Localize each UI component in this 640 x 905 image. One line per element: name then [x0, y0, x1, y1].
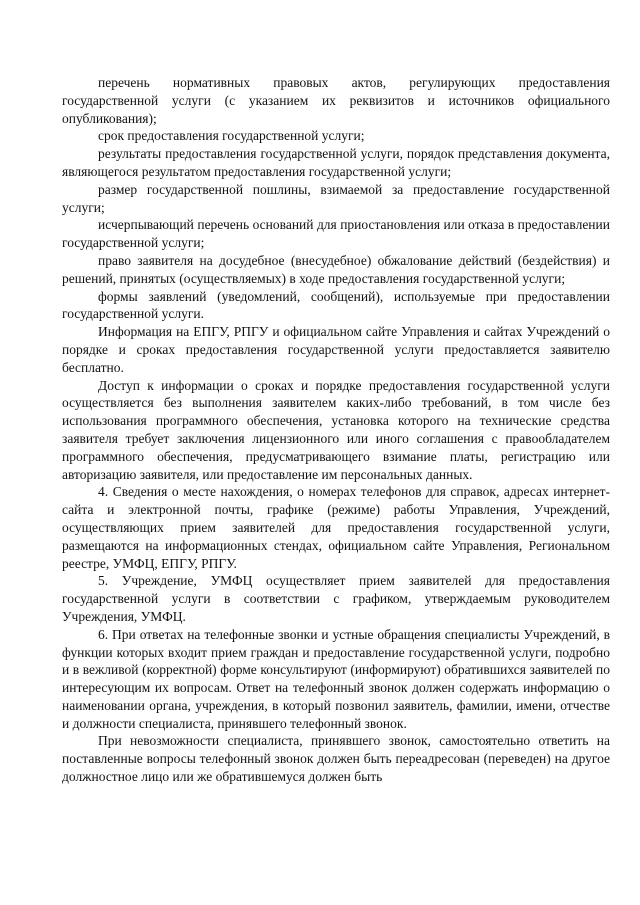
paragraph-information-access: Доступ к информации о сроках и порядке предоставления государственной услуги осуществляется без выполнения заявителем каких-либо требований, в том числе без использования программного обеспечения, установка которого на технические средства заявителя требует заключения лицензионного или иного соглашения с правообладателем программного обеспечения, предусматривающего взимание платы, регистрацию или авторизацию заявителя, или предоставление им персональных данных.	[62, 377, 610, 482]
document-page	[62, 74, 610, 786]
paragraph-call-redirect: При невозможности специалиста, принявшего звонок, самостоятельно ответить на поставленные вопросы телефонный звонок должен быть переадресован (переведен) на другое должностное лицо или же обратившемуся должен быть	[62, 733, 610, 785]
paragraph-application-forms: формы заявлений (уведомлений, сообщений), используемые при предоставлении государственной услуги.	[62, 288, 610, 322]
paragraph-section-4: 4. Сведения о месте нахождения, о номерах телефонов для справок, адресах интернет-сайта и электронной почты, графике (режиме) работы Управления, Учреждений, осуществляющих прием заявителей для предоставления государственной услуги, размещаются на информационных стендах, официальном сайте Управления, Региональном реестре, УМФЦ, ЕПГУ, РПГУ.	[62, 484, 610, 571]
paragraph-section-6: 6. При ответах на телефонные звонки и устные обращения специалисты Учреждений, в функции которых входит прием граждан и предоставление государственной услуги, подробно и в вежливой (корректной) форме консультируют (информируют) обратившихся заявителей по интересующим их вопросам. Ответ на телефонный звонок должен содержать информацию о наименовании органа, учреждения, в который позвонил заявитель, фамилии, имени, отчестве и должности специалиста, принявшего телефонный звонок.	[62, 626, 610, 731]
paragraph-appeal-right: право заявителя на досудебное (внесудебное) обжалование действий (бездействия) и решений, принятых (осуществляемых) в ходе предоставления государственной услуги;	[62, 252, 610, 286]
paragraph-free-information: Информация на ЕПГУ, РПГУ и официальном сайте Управления и сайтах Учреждений о порядке и сроках предоставления государственной услуги предоставляется заявителю бесплатно.	[62, 324, 610, 375]
paragraph-service-results: результаты предоставления государственной услуги, порядок представления документа, являющегося результатом предоставления государственной услуги;	[62, 146, 610, 179]
paragraph-service-term: срок предоставления государственной услуги;	[98, 128, 365, 144]
paragraph-legal-acts-list: перечень нормативных правовых актов, регулирующих предоставления государственной услуги (с указанием их реквизитов и источников официального опубликования);	[62, 75, 610, 126]
paragraph-state-fee: размер государственной пошлины, взимаемой за предоставление государственной услуги;	[62, 181, 610, 215]
paragraph-refusal-grounds: исчерпывающий перечень оснований для приостановления или отказа в предоставлении государственной услуги;	[62, 217, 610, 251]
paragraph-section-5: 5. Учреждение, УМФЦ осуществляет прием заявителей для предоставления государственной услуги в соответствии с графиком, утверждаемым руководителем Учреждения, УМФЦ.	[62, 573, 610, 624]
